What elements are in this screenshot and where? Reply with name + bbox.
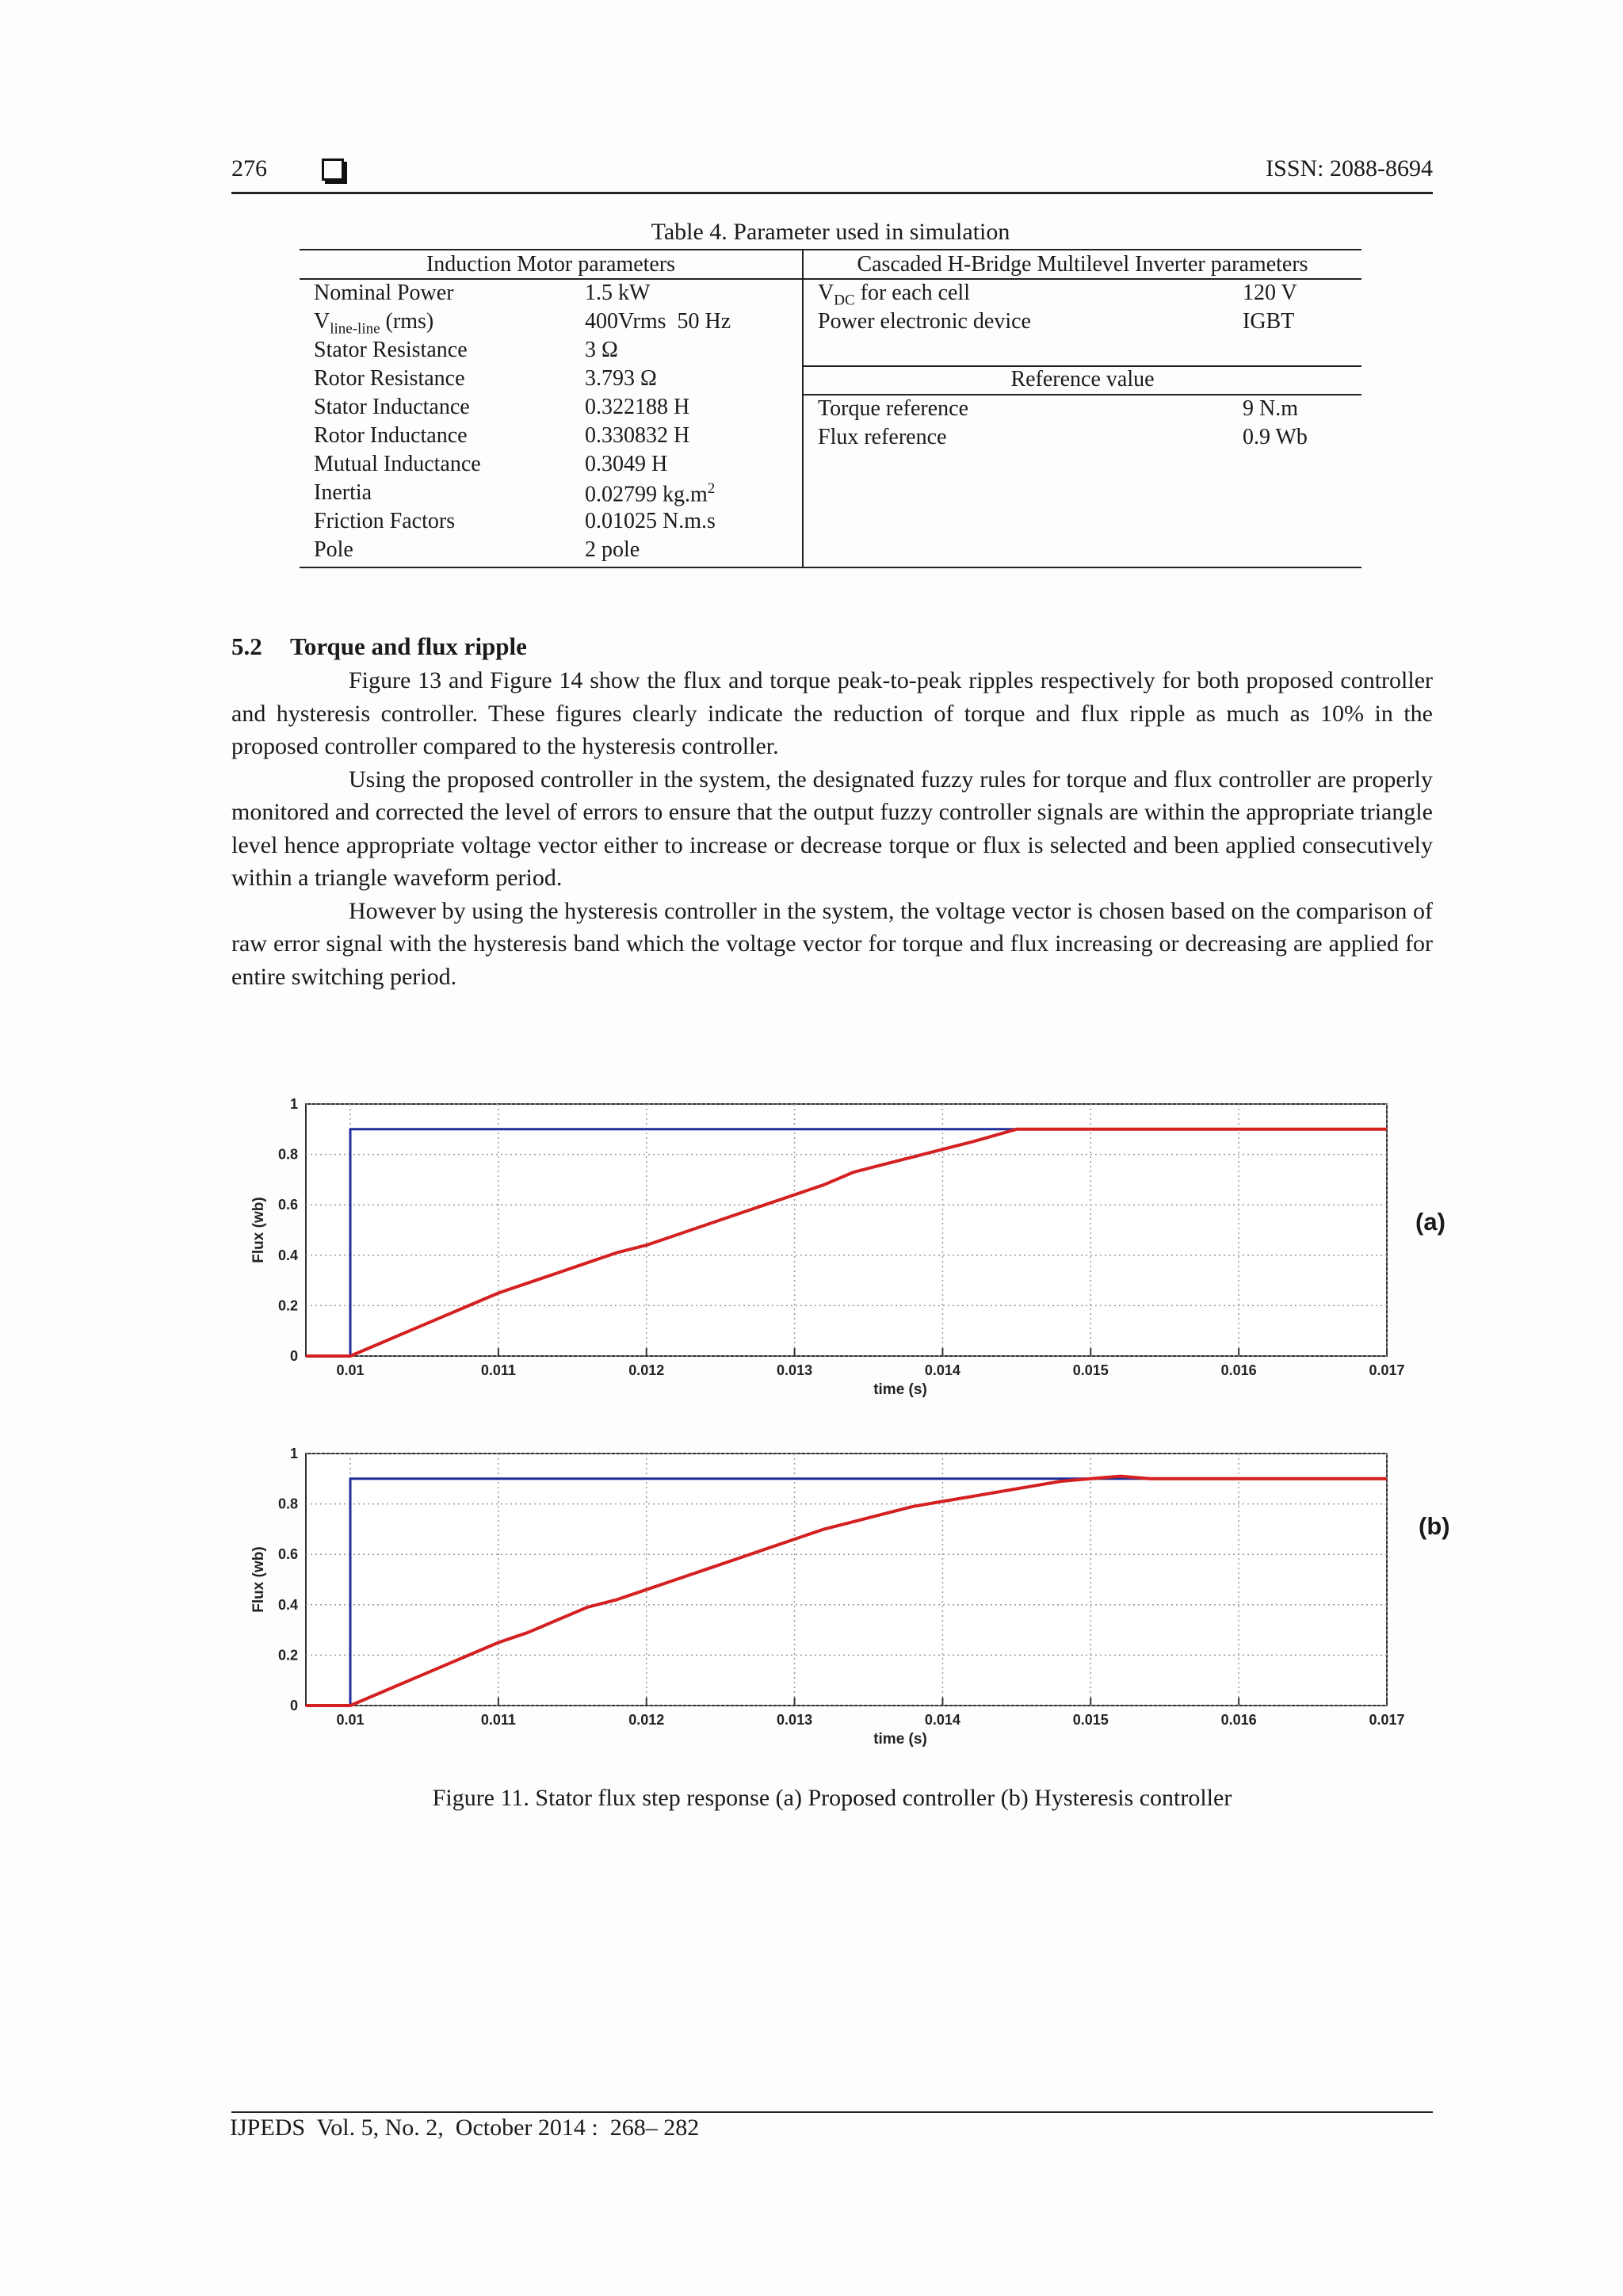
motor-param-name: Stator Resistance [314,338,468,362]
x-tick-label: 0.017 [1369,1712,1405,1728]
y-tick-label: 0.4 [277,1247,298,1263]
x-tick-label: 0.014 [924,1362,960,1378]
y-axis-label: Flux (wb) [250,1197,267,1263]
x-tick-label: 0.01 [336,1712,365,1728]
issn: ISSN: 2088-8694 [1266,155,1433,181]
inverter-param-value: 120 V [1243,281,1297,305]
x-tick-label: 0.011 [480,1362,516,1378]
x-tick-label: 0.014 [924,1712,960,1728]
motor-param-name: Friction Factors [314,509,456,533]
motor-param-name: Nominal Power [314,281,454,305]
x-tick-label: 0.012 [628,1712,665,1728]
reference-name: Flux reference [818,425,947,449]
reference-value: 0.9 Wb [1243,425,1308,449]
x-tick-label: 0.013 [777,1362,813,1378]
table-caption: Table 4. Parameter used in simulation [651,219,1010,245]
flux-plot-a [250,1096,1405,1398]
x-tick-label: 0.016 [1220,1712,1257,1728]
inverter-params-header: Cascaded H-Bridge Multilevel Inverter parameters [857,252,1308,277]
y-tick-label: 0.8 [277,1146,298,1163]
footer-rule [231,2111,1433,2113]
page-number: 276 [231,155,267,181]
motor-param-value: 0.01025 N.m.s [585,509,716,533]
motor-param-name: Rotor Inductance [314,423,468,448]
motor-params-header: Induction Motor parameters [426,252,676,277]
y-tick-label: 0.2 [277,1647,298,1664]
x-axis-label: time (s) [873,1381,927,1398]
motor-param-name: Rotor Resistance [314,366,465,391]
x-tick-label: 0.011 [480,1712,516,1728]
motor-param-value: 1.5 kW [585,281,651,305]
y-tick-label: 0.6 [277,1546,298,1563]
paragraph: Using the proposed controller in the system, the designated fuzzy rules for torque and flux controller are properly monitored and corrected the level of errors to ensure that the output fuzzy controller signals are within the appropriate triangle level hence appropriate voltage vector either to increase or decrease torque or flux is selected and been applied consecutively within a triangle waveform period. [231,766,1433,891]
journal-footer: IJPEDS Vol. 5, No. 2, October 2014 : 268– 282 [230,2115,700,2141]
inverter-param-name: $V_{DC}$ for each cell [818,281,970,309]
motor-param-name: Mutual Inductance [314,452,481,476]
reference-value-header: Reference value [1010,367,1155,392]
y-tick-label: 0.6 [277,1197,298,1213]
motor-param-value: 400Vrms 50 Hz [585,309,731,334]
y-tick-label: 0.8 [277,1496,298,1512]
figure-caption: Figure 11. Stator flux step response (a) Proposed controller (b) Hysteresis controller [432,1785,1232,1811]
y-tick-label: 0 [289,1348,298,1364]
flux-plot-b [250,1446,1405,1748]
motor-param-value: 0.330832 H [585,423,690,448]
section-number: 5.2 [231,632,262,660]
reference-name: Torque reference [818,396,969,421]
y-tick-label: 0 [289,1698,298,1713]
y-tick-label: 1 [289,1446,298,1461]
y-axis-label: Flux (wb) [250,1546,267,1613]
paragraph: Figure 13 and Figure 14 show the flux and torque peak-to-peak ripples respectively for both proposed controller and hysteresis controller. These figures clearly indicate the reduction of torque and flux ripple as much as 10% in the proposed controller compared to the hysteresis controller. [231,667,1433,759]
panel-label-b: (b) [1419,1512,1450,1540]
motor-param-name: Pole [314,537,353,562]
y-tick-label: 0.4 [277,1596,298,1613]
motor-param-name: Inertia [314,480,372,505]
section-title: Torque and flux ripple [290,632,527,660]
x-tick-label: 0.012 [628,1362,665,1378]
y-tick-label: 0.2 [277,1297,298,1314]
motor-param-value: 0.322188 H [585,395,690,419]
paragraph: However by using the hysteresis controller in the system, the voltage vector is chosen based on the comparison of raw error signal with the hysteresis band which the voltage vector for torque and flux increasing or decreasing are applied for entire switching period. [231,897,1433,990]
motor-param-value: 0.3049 H [585,452,668,476]
plot-area [306,1454,1387,1706]
x-tick-label: 0.013 [777,1712,813,1728]
inverter-param-value: IGBT [1243,309,1295,334]
y-tick-label: 1 [289,1096,298,1112]
x-axis-label: time (s) [873,1731,927,1748]
motor-param-value: 0.02799 $kg.m^2$ [585,480,716,507]
x-tick-label: 0.017 [1369,1362,1405,1378]
motor-param-value: 2 pole [585,537,640,562]
plot-area [306,1104,1387,1356]
motor-param-value: 3.793 Ω [585,366,657,391]
inverter-param-name: Power electronic device [818,309,1031,334]
reference-value: 9 N.m [1243,396,1298,421]
x-tick-label: 0.015 [1072,1712,1109,1728]
x-tick-label: 0.015 [1072,1362,1109,1378]
x-tick-label: 0.01 [336,1362,365,1378]
panel-label-a: (a) [1415,1208,1445,1236]
motor-param-name: $V_{line-line}$ (rms) [314,309,434,338]
motor-param-value: 3 Ω [585,338,618,362]
x-tick-label: 0.016 [1220,1362,1257,1378]
motor-param-name: Stator Inductance [314,395,470,419]
